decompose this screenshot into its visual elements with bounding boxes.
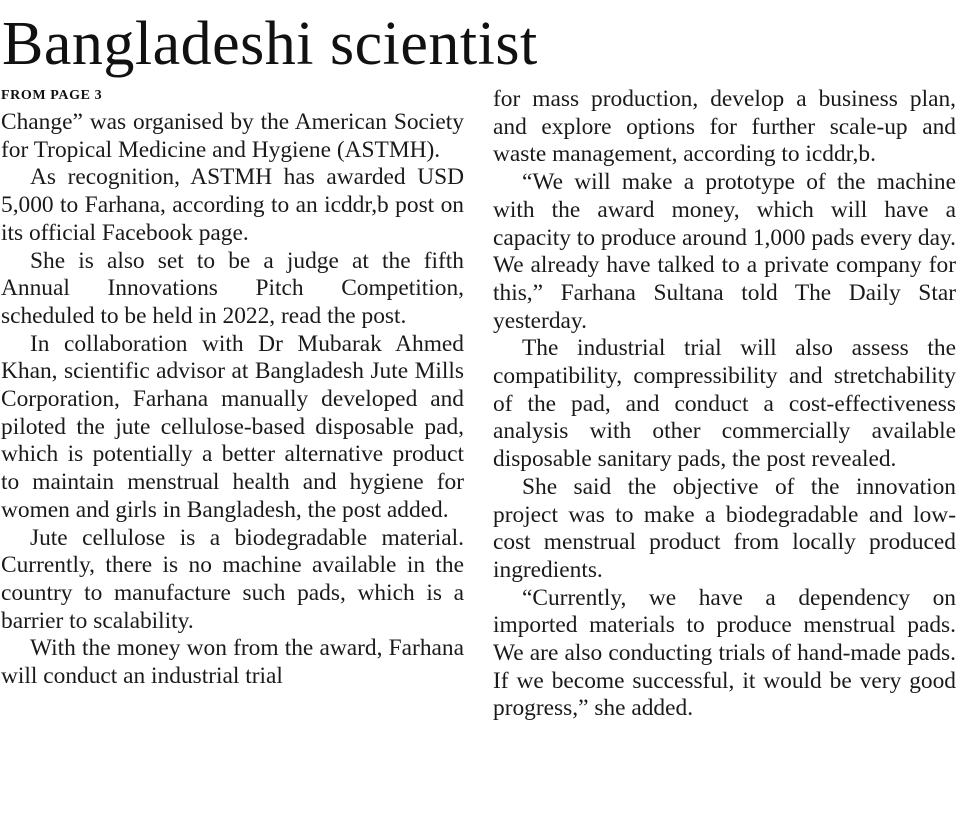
paragraph: The industrial trial will also assess the compatibility, compressibility and stretchability of the pad, and conduct a cost-effectiveness analysis with other commercially available disposable sanitary pads, the post revealed. [493,335,956,473]
article-column-left [1,109,464,691]
continued-from-label: FROM PAGE 3 [1,88,103,103]
paragraph: As recognition, ASTMH has awarded USD 5,000 to Farhana, according to an icddr,b post on its official Facebook page. [1,164,464,246]
article-headline: Bangladeshi scientist [2,10,538,78]
paragraph-continuation: for mass production, develop a business plan, and explore options for further scale-up and waste management, according to icddr,b. [493,86,956,168]
paragraph: In collaboration with Dr Mubarak Ahmed Khan, scientific advisor at Bangladesh Jute Mills Corporation, Farhana manually developed and piloted the jute cellulose-based disposable pad, which is potentially a better alternative product to maintain menstrual health and hygiene for women and girls in Bangladesh, the post added. [1,330,464,523]
paragraph: She said the objective of the innovation project was to make a biodegradable and low-cost menstrual product from locally produced ingredients. [493,473,956,583]
paragraph-continuation: Change” was organised by the American Society for Tropical Medicine and Hygiene (ASTMH). [1,109,464,163]
paragraph: With the money won from the award, Farhana will conduct an industrial trial [1,635,464,690]
paragraph: She is also set to be a judge at the fifth Annual Innovations Pitch Competition, scheduled to be held in 2022, read the post. [1,247,464,329]
paragraph: “We will make a prototype of the machine with the award money, which will have a capacity to produce around 1,000 pads every day. We already have talked to a private company for this,” Farhana Sultana told The Daily Star yesterday. [493,169,956,334]
paragraph: Jute cellulose is a biodegradable material. Currently, there is no machine available in the country to manufacture such pads, which is a barrier to scalability. [1,524,464,634]
article-column-right [493,86,956,723]
paragraph: “Currently, we have a dependency on imported materials to produce menstrual pads. We are also conducting trials of hand-made pads. If we become successful, it would be very good progress,” she added. [493,584,956,722]
